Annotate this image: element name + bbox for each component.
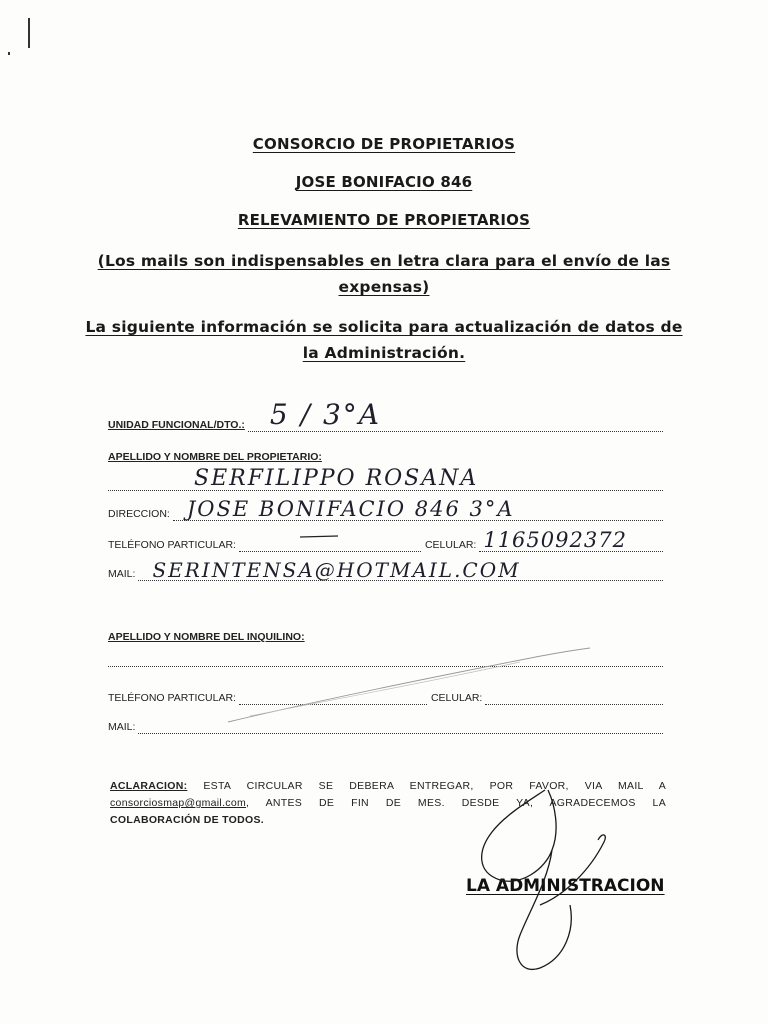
info-line1: La siguiente información se solicita para actualización de datos de [85,318,683,336]
title-survey: RELEVAMIENTO DE PROPIETARIOS [237,211,531,229]
tenant-phone-label: TELÉFONO PARTICULAR: [108,692,236,704]
clarification-label: ACLARACION: [110,780,188,792]
tenant-mail-label: MAIL: [108,721,136,733]
unit-label: UNIDAD FUNCIONAL/DTO.: [108,419,245,431]
clarification-text-2: , ANTES DE FIN DE MES. DESDE YA, AGRADECEMOS LA [246,797,666,809]
note-mails-line2: expensas) [338,278,430,296]
info-line2: la Administración. [302,344,466,362]
title-consortium: CONSORCIO DE PROPIETARIOS [252,135,516,153]
phone-dash-stroke [300,536,338,537]
owner-cell-label: CELULAR: [424,539,477,551]
signature-title: LA ADMINISTRACION [466,876,665,896]
clarification-text-1: ESTA CIRCULAR SE DEBERA ENTREGAR, POR FAVOR, VIA MAIL A [203,780,667,792]
address-value: JOSE BONIFACIO 846 3°A [186,497,515,521]
tenant-name-label: APELLIDO Y NOMBRE DEL INQUILINO: [108,631,305,643]
admin-email-link[interactable]: consorciosmap@gmail.com [110,797,247,809]
clarification-text-3: COLABORACIÓN DE TODOS. [110,814,264,826]
owner-cell-value: 1165092372 [483,528,627,552]
address-label: DIRECCION: [108,508,170,520]
tenant-strike-stroke-2 [250,662,520,716]
signature-stroke [482,790,606,969]
owner-mail-label: MAIL: [108,568,136,580]
title-address: JOSE BONIFACIO 846 [295,173,473,191]
owner-mail-value: SERINTENSA@HOTMAIL.COM [152,558,521,582]
owner-name-label: APELLIDO Y NOMBRE DEL PROPIETARIO: [108,451,322,463]
note-mails-line1: (Los mails son indispensables en letra clara para el envío de las [97,252,671,270]
tenant-cell-label: CELULAR: [430,692,483,704]
unit-value: 5 / 3°A [269,398,381,431]
owner-name-value: SERFILIPPO ROSANA [194,466,479,491]
owner-phone-label: TELÉFONO PARTICULAR: [108,539,236,551]
